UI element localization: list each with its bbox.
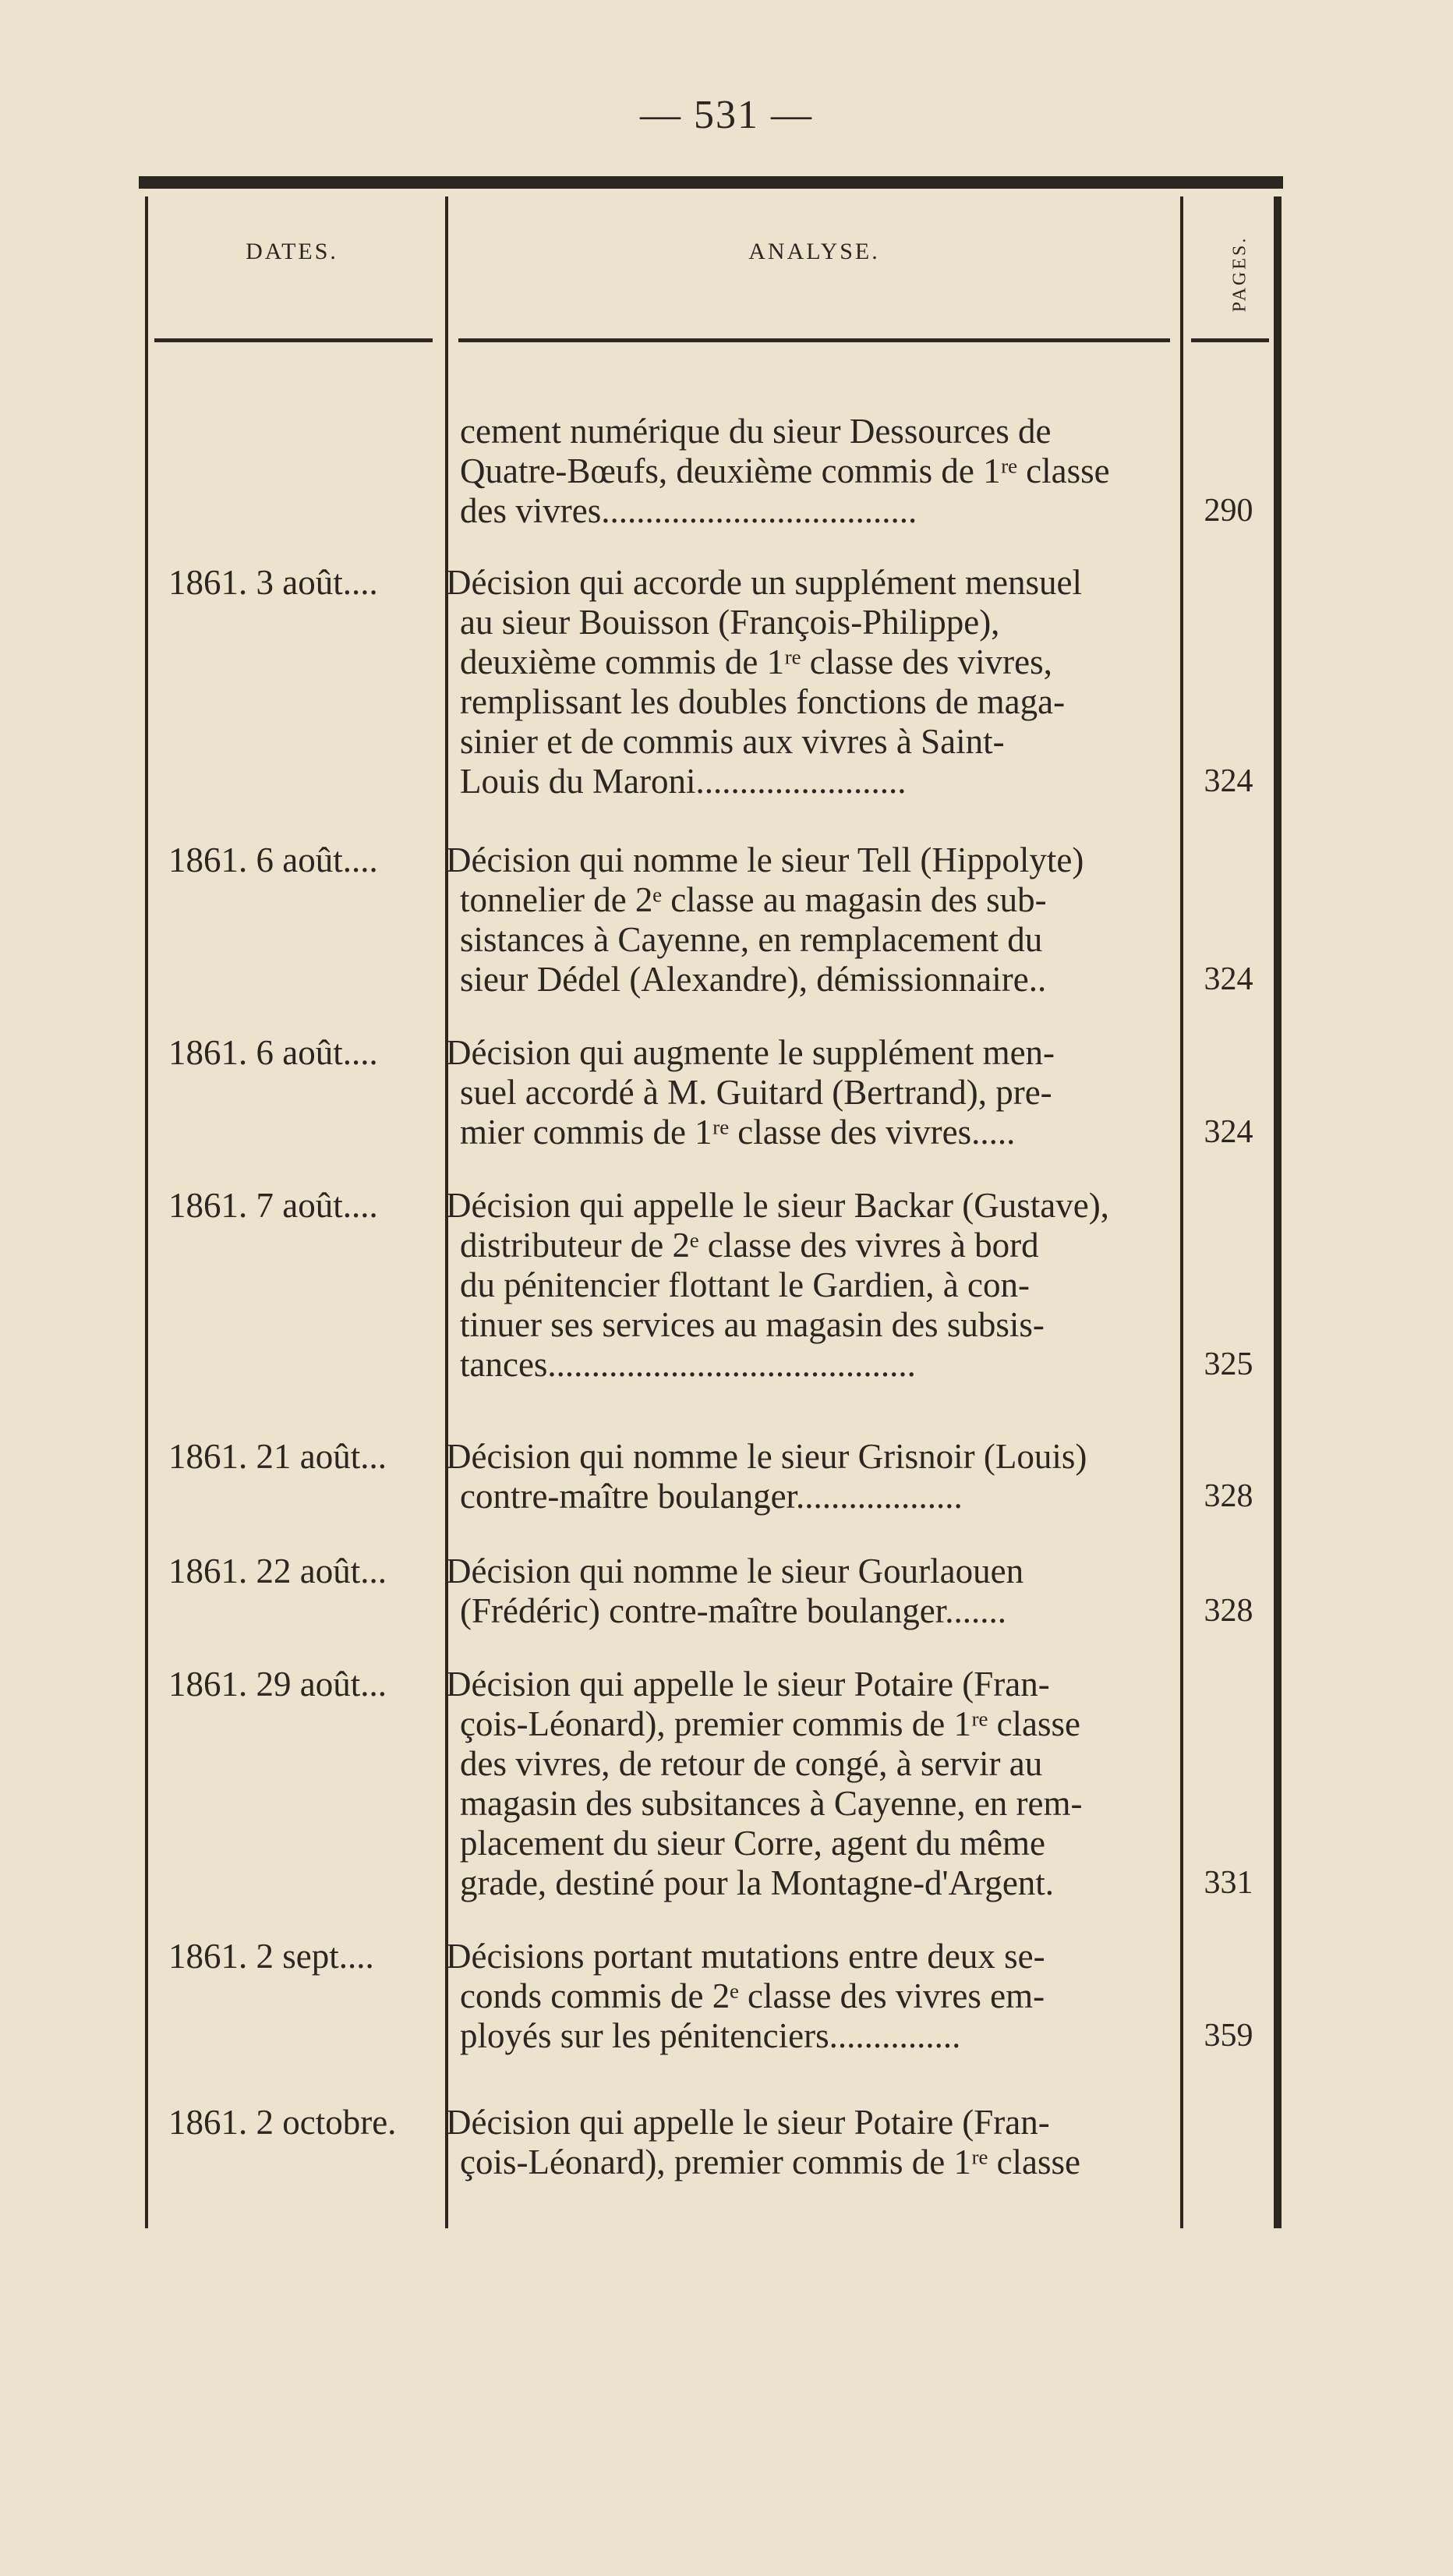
entry-analysis-line: tinuer ses services au magasin des subsis- bbox=[460, 1305, 1045, 1344]
entry-page-ref: 331 bbox=[1204, 1865, 1253, 1901]
entry-analysis-line: contre-maître boulanger................... bbox=[460, 1477, 963, 1516]
entry-date: 1861. 29 août... bbox=[168, 1665, 387, 1704]
entry-analysis-line: sinier et de commis aux vivres à Saint- bbox=[460, 722, 1005, 761]
entry-analysis bbox=[446, 1033, 1168, 1152]
entry-page-ref: 324 bbox=[1204, 1114, 1253, 1150]
entry-analysis-line: suel accordé à M. Guitard (Bertrand), pre- bbox=[460, 1073, 1052, 1112]
left-border bbox=[145, 196, 148, 2228]
entry-date: 1861. 22 août... bbox=[168, 1552, 387, 1591]
entry-date: 1861. 21 août... bbox=[168, 1437, 387, 1476]
entry-analysis-line: conds commis de 2ᵉ classe des vivres em- bbox=[460, 1976, 1045, 2015]
entry-analysis-line: Décision qui nomme le sieur Tell (Hippolyte) bbox=[446, 840, 1084, 879]
entry-analysis-line: grade, destiné pour la Montagne-d'Argent. bbox=[460, 1863, 1055, 1902]
entry-analysis-line: tonnelier de 2ᵉ classe au magasin des sub- bbox=[460, 880, 1047, 919]
entry-date: 1861. 6 août.... bbox=[168, 1033, 378, 1072]
entry-analysis-line: çois-Léonard), premier commis de 1ʳᵉ classe bbox=[460, 2143, 1081, 2181]
entry-analysis-line: sistances à Cayenne, en remplacement du bbox=[460, 920, 1043, 959]
entry-analysis-line: Décision qui nomme le sieur Gourlaouen bbox=[446, 1552, 1024, 1591]
entry-analysis-line: (Frédéric) contre-maître boulanger....... bbox=[460, 1591, 1006, 1630]
entry-analysis-line: çois-Léonard), premier commis de 1ʳᵉ classe bbox=[460, 1704, 1081, 1743]
entry-page-ref: 328 bbox=[1204, 1478, 1253, 1514]
entry-page-ref: 359 bbox=[1204, 2018, 1253, 2054]
entry-page-ref: 325 bbox=[1204, 1346, 1253, 1382]
entry-analysis-line: cement numérique du sieur Dessources de bbox=[460, 412, 1052, 451]
header-dates: DATES. bbox=[246, 239, 338, 264]
entry-analysis-line: mier commis de 1ʳᵉ classe des vivres..... bbox=[460, 1113, 1016, 1152]
entry-analysis-line: ployés sur les pénitenciers............... bbox=[460, 2016, 961, 2055]
entry-analysis bbox=[446, 840, 1168, 1000]
entry-analysis bbox=[446, 1665, 1168, 1903]
entry-analysis-line: placement du sieur Corre, agent du même bbox=[460, 1824, 1045, 1863]
entry-analysis-line: Décision qui appelle le sieur Potaire (Fran- bbox=[446, 1665, 1050, 1704]
entry-analysis-line: remplissant les doubles fonctions de maga- bbox=[460, 682, 1066, 721]
entry-analysis-line: distributeur de 2ᵉ classe des vivres à bord bbox=[460, 1226, 1039, 1265]
entry-analysis-line: Décision qui nomme le sieur Grisnoir (Louis) bbox=[446, 1437, 1087, 1476]
entry-analysis bbox=[446, 1552, 1168, 1631]
entry-analysis-line: Décision qui augmente le supplément men- bbox=[446, 1033, 1055, 1072]
header-analyse: ANALYSE. bbox=[748, 239, 880, 264]
entry-analysis-line: magasin des subsitances à Cayenne, en rem- bbox=[460, 1784, 1083, 1823]
entry-analysis-line: tances.......................................... bbox=[460, 1345, 916, 1384]
entry-analysis bbox=[446, 1937, 1168, 2056]
entry-analysis-line: Décisions portant mutations entre deux se- bbox=[446, 1937, 1045, 1976]
entry-analysis-line: au sieur Bouisson (François-Philippe), bbox=[460, 603, 1000, 642]
entry-analysis-line: Quatre-Bœufs, deuxième commis de 1ʳᵉ classe bbox=[460, 451, 1110, 490]
header-rule-dates bbox=[154, 338, 433, 342]
entry-page-ref: 290 bbox=[1204, 493, 1253, 529]
entry-date: 1861. 2 sept.... bbox=[168, 1937, 374, 1976]
page-number: — 531 — bbox=[640, 93, 813, 137]
right-border bbox=[1274, 196, 1282, 2228]
entry-analysis-line: des vivres, de retour de congé, à servir au bbox=[460, 1744, 1043, 1783]
entry-analysis-line: des vivres.................................... bbox=[460, 491, 917, 530]
entry-analysis bbox=[446, 1186, 1168, 1385]
entry-analysis-line: sieur Dédel (Alexandre), démissionnaire.. bbox=[460, 960, 1047, 999]
entry-analysis bbox=[460, 412, 1168, 531]
register-table bbox=[139, 176, 1283, 2228]
entry-analysis bbox=[446, 563, 1168, 801]
header-pages-label: PAGES. bbox=[1229, 235, 1250, 312]
entry-page-ref: 328 bbox=[1204, 1593, 1253, 1629]
entry-page-ref: 324 bbox=[1204, 763, 1253, 799]
entry-date: 1861. 7 août.... bbox=[168, 1186, 378, 1225]
header-rule-pages bbox=[1191, 338, 1269, 342]
entry-date: 1861. 2 octobre. bbox=[168, 2103, 397, 2142]
header-pages bbox=[1205, 235, 1275, 312]
entry-date: 1861. 6 août.... bbox=[168, 840, 378, 879]
header-rule-analyse bbox=[458, 338, 1170, 342]
entry-analysis-line: du pénitencier flottant le Gardien, à con- bbox=[460, 1265, 1030, 1304]
entry-analysis bbox=[446, 1437, 1168, 1516]
entry-analysis bbox=[446, 2103, 1168, 2182]
entry-analysis-line: Décision qui accorde un supplément mensuel bbox=[446, 563, 1083, 602]
entry-page-ref: 324 bbox=[1204, 961, 1253, 997]
entry-analysis-line: Louis du Maroni........................ bbox=[460, 762, 907, 801]
entry-analysis-line: Décision qui appelle le sieur Potaire (Fran- bbox=[446, 2103, 1050, 2142]
entry-analysis-line: deuxième commis de 1ʳᵉ classe des vivres, bbox=[460, 642, 1052, 681]
entry-date: 1861. 3 août.... bbox=[168, 563, 378, 602]
top-rule bbox=[139, 176, 1283, 189]
entry-analysis-line: Décision qui appelle le sieur Backar (Gustave), bbox=[446, 1186, 1109, 1225]
